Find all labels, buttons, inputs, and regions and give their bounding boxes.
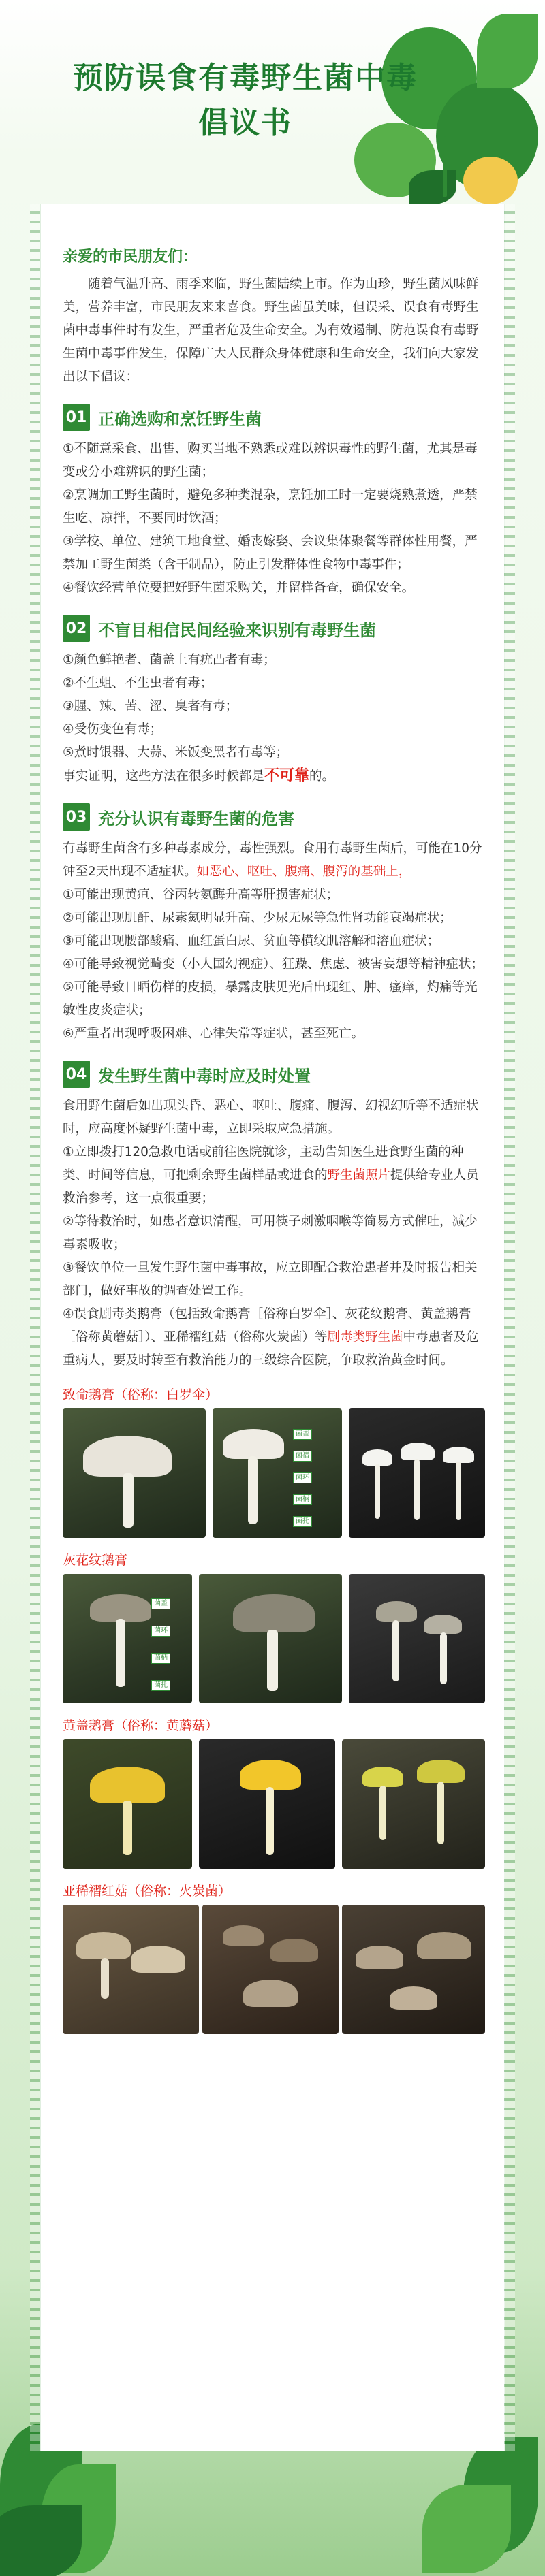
item-text-end: 中毒患者及危重病人，要及时转至有救治能力的三级综合医院，争取救治黄金时间。 xyxy=(63,1330,479,1368)
mushroom-anatomy-photo xyxy=(63,1574,192,1703)
list-item: ④受伤变色有毒； xyxy=(63,722,163,737)
mushroom-photo xyxy=(63,1739,192,1869)
mushroom-photo xyxy=(63,1905,199,2034)
species-yellow-amanita xyxy=(63,1716,485,1869)
list-item: ⑥严重者出现呼吸困难、心律失常等症状，甚至死亡。 xyxy=(63,1027,364,1041)
greeting: 亲爱的市民朋友们： xyxy=(63,248,198,265)
poster-title xyxy=(41,56,450,146)
species-name: 致命鹅膏（俗称：白罗伞） xyxy=(63,1387,219,1402)
list-item: ①可能出现黄疸、谷丙转氨酶升高等肝损害症状； xyxy=(63,888,339,902)
mushroom-photo xyxy=(349,1408,485,1538)
mushroom-photo xyxy=(199,1574,342,1703)
conclusion xyxy=(63,764,485,788)
anatomy-tag: 菌盖 xyxy=(151,1598,170,1609)
section-number-badge: 04 xyxy=(63,1061,90,1088)
list-item: ⑤煮时银器、大蒜、米饭变黑者有毒等； xyxy=(63,745,289,760)
photo-row xyxy=(63,1739,485,1869)
list-item: ④餐饮经营单位要把好野生菌采购关，并留样备查，确保安全。 xyxy=(63,581,415,595)
lead-text: 有毒野生菌含有多种毒素成分，毒性强烈。食用有毒野生菌后，可能在10分钟至2天出现不适症状。 xyxy=(63,841,482,879)
species-grey-amanita xyxy=(63,1550,485,1703)
mushroom-photo xyxy=(342,1739,485,1869)
list-item: ①颜色鲜艳者、菌盖上有疣凸者有毒； xyxy=(63,653,276,667)
anatomy-tag: 菌盖 xyxy=(293,1429,312,1440)
mushroom-photo xyxy=(63,1408,206,1538)
lead-emphasis: 如恶心、呕吐、腹痛、腹泻的基础上， xyxy=(196,865,411,879)
species-russula xyxy=(63,1881,485,2034)
list-item xyxy=(63,1303,485,1372)
anatomy-tag: 菌托 xyxy=(151,1680,170,1691)
film-strip-left xyxy=(30,204,41,2451)
species-name: 亚稀褶红菇（俗称：火炭菌） xyxy=(63,1884,232,1899)
title-line-1: 预防误食有毒野生菌中毒 xyxy=(73,61,418,95)
mushroom-photo xyxy=(202,1905,339,2034)
anatomy-tag: 菌环 xyxy=(293,1472,312,1483)
title-line-2: 倡议书 xyxy=(198,106,292,140)
section-1-header xyxy=(63,404,485,431)
species-name: 灰花纹鹅膏 xyxy=(63,1553,128,1568)
section-title: 正确选购和烹饪野生菌 xyxy=(98,409,262,429)
anatomy-tag: 菌环 xyxy=(151,1626,170,1637)
list-item: ②不生蛆、不生虫者有毒； xyxy=(63,676,213,690)
species-death-cap xyxy=(63,1385,485,1538)
list-item: ②烹调加工野生菌时，避免多种类混杂，烹饪加工时一定要烧熟煮透，严禁生吃、凉拌，不要同时饮酒； xyxy=(63,488,478,526)
mushroom-photo xyxy=(349,1574,485,1703)
list-item: ③可能出现腰部酸痛、血红蛋白尿、贫血等横纹肌溶解和溶血症状； xyxy=(63,934,440,948)
conclusion-text: 事实证明，这些方法在很多时候都是 xyxy=(63,769,265,784)
list-item: ③学校、单位、建筑工地食堂、婚丧嫁娶、会议集体聚餐等群体性用餐，严禁加工野生菌类（含干制品），防止引发群体性食物中毒事件； xyxy=(63,534,478,572)
content-body xyxy=(63,245,485,2034)
list-item: ③餐饮单位一旦发生野生菌中毒事故，应立即配合救治患者并及时报告相关部门，做好事故的调查处置工作。 xyxy=(63,1261,478,1298)
list-item xyxy=(63,1141,485,1210)
conclusion-end: 的。 xyxy=(309,769,335,784)
mushroom-photo xyxy=(199,1739,335,1869)
section-number-badge: 01 xyxy=(63,404,90,431)
section-lead xyxy=(63,837,485,884)
photo-row xyxy=(63,1905,485,2034)
section-4-header xyxy=(63,1061,485,1088)
list-item: ②可能出现肌酐、尿素氮明显升高、少尿无尿等急性肾功能衰竭症状； xyxy=(63,911,452,925)
item-emphasis: 剧毒类野生菌 xyxy=(327,1330,403,1345)
section-3-header xyxy=(63,803,485,831)
section-number-badge: 02 xyxy=(63,615,90,642)
mushroom-photo xyxy=(342,1905,485,2034)
intro-paragraph: 随着气温升高、雨季来临，野生菌陆续上市。作为山珍，野生菌风味鲜美，营养丰富，市民朋友来来喜食。野生菌虽美味，但误采、误食有毒野生菌中毒事件时有发生，严重者危及生命安全。为有效遏制、防范误食有毒野生菌中毒事件发生，保障广大人民群众身体健康和生命安全，我们向大家发出以下倡议： xyxy=(63,277,479,384)
section-title: 不盲目相信民间经验来识别有毒野生菌 xyxy=(98,620,376,640)
species-name: 黄盖鹅膏（俗称：黄蘑菇） xyxy=(63,1718,219,1733)
section-lead: 食用野生菌后如出现头昏、恶心、呕吐、腹痛、腹泻、幻视幻听等不适症状时，应高度怀疑野生菌中毒，立即采取应急措施。 xyxy=(63,1099,479,1136)
section-number-badge: 03 xyxy=(63,803,90,831)
photo-row xyxy=(63,1408,485,1538)
anatomy-tag: 菌托 xyxy=(293,1516,312,1527)
list-item: ①不随意采食、出售、购买当地不熟悉或难以辨识毒性的野生菌，尤其是毒变或分小难辨识的野生菌； xyxy=(63,442,478,479)
anatomy-tag: 菌柄 xyxy=(293,1494,312,1505)
list-item: ②等待救治时，如患者意识清醒，可用筷子刺激咽喉等简易方式催吐，减少毒素吸收； xyxy=(63,1214,478,1252)
anatomy-tag: 菌柄 xyxy=(151,1653,170,1664)
list-item: ④可能导致视觉畸变（小人国幻视症）、狂躁、焦虑、被害妄想等精神症状； xyxy=(63,957,484,971)
anatomy-tag: 菌褶 xyxy=(293,1451,312,1462)
item-text-end: 提供给专业人员救治参考，这一点很重要； xyxy=(63,1168,479,1206)
item-emphasis: 野生菌照片 xyxy=(327,1168,391,1182)
film-strip-right xyxy=(504,204,515,2451)
conclusion-emphasis: 不可靠 xyxy=(264,767,310,784)
item-text: ①立即拨打120急救电话或前往医院就诊，主动告知医生进食野生菌的种类、时间等信息，可把剩余野生菌样品或进食的 xyxy=(63,1145,464,1182)
list-item: ③腥、辣、苦、涩、臭者有毒； xyxy=(63,699,238,713)
section-title: 发生野生菌中毒时应及时处置 xyxy=(98,1066,311,1086)
section-2-header xyxy=(63,615,485,642)
mushroom-anatomy-photo xyxy=(213,1408,342,1538)
photo-row xyxy=(63,1574,485,1703)
section-title: 充分认识有毒野生菌的危害 xyxy=(98,809,294,828)
item-text: ④误食剧毒类鹅膏（包括致命鹅膏［俗称白罗伞］、灰花纹鹅膏、黄盖鹅膏［俗称黄蘑菇］）、亚稀褶红菇（俗称火炭菌）等 xyxy=(63,1307,471,1345)
list-item: ⑤可能导致日晒伤样的皮损，暴露皮肤见光后出现红、肿、瘙痒，灼痛等光敏性皮炎症状； xyxy=(63,980,478,1018)
